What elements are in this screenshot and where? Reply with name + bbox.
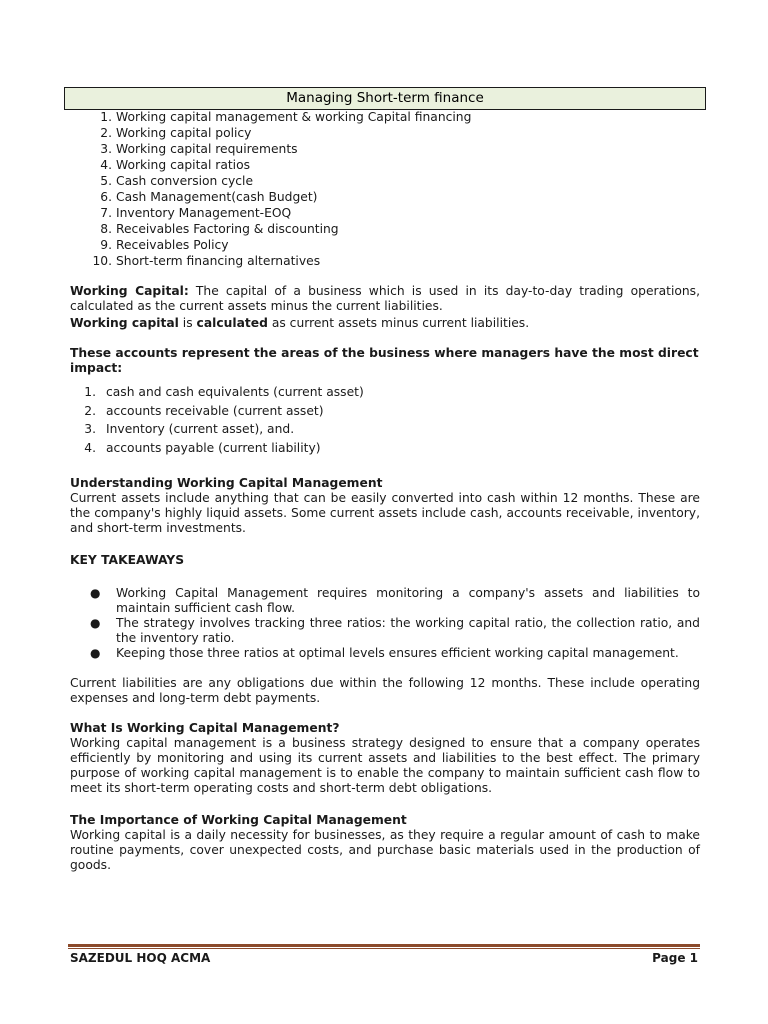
- list-item: 3. Inventory (current asset), and.: [84, 422, 295, 436]
- list-item: 1. Working capital management & working Capital financing: [100, 110, 472, 124]
- list-item: 2. Working capital policy: [100, 126, 252, 140]
- list-item: 10. Short-term financing alternatives: [92, 254, 321, 268]
- section-body: Current assets include anything that can be easily converted into cash within 12 months. These are the company's highly liquid assets. Some current assets include cash, accounts receivable, inventory, and short-term investments.: [70, 491, 700, 535]
- page-title: Managing Short-term finance: [286, 90, 484, 106]
- bullet-icon: ●: [90, 616, 101, 630]
- current-liabilities-paragraph: Current liabilities are any obligations due within the following 12 months. These include operating expenses and long-term debt payments.: [70, 676, 700, 705]
- bullet-icon: ●: [90, 646, 101, 660]
- list-item: 8. Receivables Factoring & discounting: [100, 222, 339, 236]
- importance-section: [70, 813, 700, 873]
- list-item: 4. accounts payable (current liability): [84, 440, 321, 455]
- list-item: ● Working Capital Management requires monitoring a company's assets and liabilities to maintain sufficient cash flow.: [90, 586, 700, 615]
- list-item: ● The strategy involves tracking three ratios: the working capital ratio, the collection ratio, and the inventory ratio.: [90, 616, 700, 645]
- page-number: Page 1: [652, 951, 698, 965]
- document-page: [70, 0, 700, 1024]
- list-item: ● Keeping those three ratios at optimal levels ensures efficient working capital management.: [90, 646, 679, 660]
- footer-author: SAZEDUL HOQ ACMA: [70, 951, 211, 965]
- list-item: 1. cash and cash equivalents (current asset): [84, 385, 364, 399]
- working-capital-calculation: Working capital is calculated as current assets minus current liabilities.: [70, 316, 530, 330]
- list-item: 2. accounts receivable (current asset): [84, 403, 324, 418]
- section-heading: The Importance of Working Capital Management: [70, 813, 407, 827]
- section-heading: What Is Working Capital Management?: [70, 721, 340, 735]
- working-capital-definition: Working Capital: The capital of a business which is used in its day-to-day trading operations, calculated as the current assets minus the current liabilities.: [70, 284, 700, 313]
- section-body: Working capital management is a business strategy designed to ensure that a company operates efficiently by monitoring and using its current assets and liabilities to the best effect. The primary purpose of working capital management is to enable the company to maintain sufficient cash flow to meet its short-term operating costs and short-term debt obligations.: [70, 736, 700, 795]
- list-item: 9. Receivables Policy: [100, 238, 229, 252]
- bullet-icon: ●: [90, 586, 101, 600]
- list-item: 3. Working capital requirements: [100, 142, 298, 156]
- accounts-list: [70, 383, 364, 457]
- section-heading: Understanding Working Capital Management: [70, 476, 383, 490]
- list-item: 5. Cash conversion cycle: [100, 174, 254, 188]
- understanding-section: [70, 476, 700, 536]
- list-item: 4. Working capital ratios: [100, 158, 251, 172]
- section-body: Working capital is a daily necessity for businesses, as they require a regular amount of cash to make routine payments, cover unexpected costs, and purchase basic materials used in the production of goods.: [70, 828, 700, 872]
- list-item: 6. Cash Management(cash Budget): [100, 190, 318, 204]
- footer-divider: [68, 944, 700, 947]
- footer-divider-thin: [68, 948, 700, 949]
- list-item: 7. Inventory Management-EOQ: [100, 206, 292, 220]
- what-is-section: [70, 721, 700, 796]
- areas-heading: These accounts represent the areas of the business where managers have the most direct impact:: [70, 346, 699, 375]
- topics-list: [70, 109, 471, 269]
- key-takeaways-list: [70, 586, 700, 661]
- key-takeaways-heading: KEY TAKEAWAYS: [70, 553, 185, 567]
